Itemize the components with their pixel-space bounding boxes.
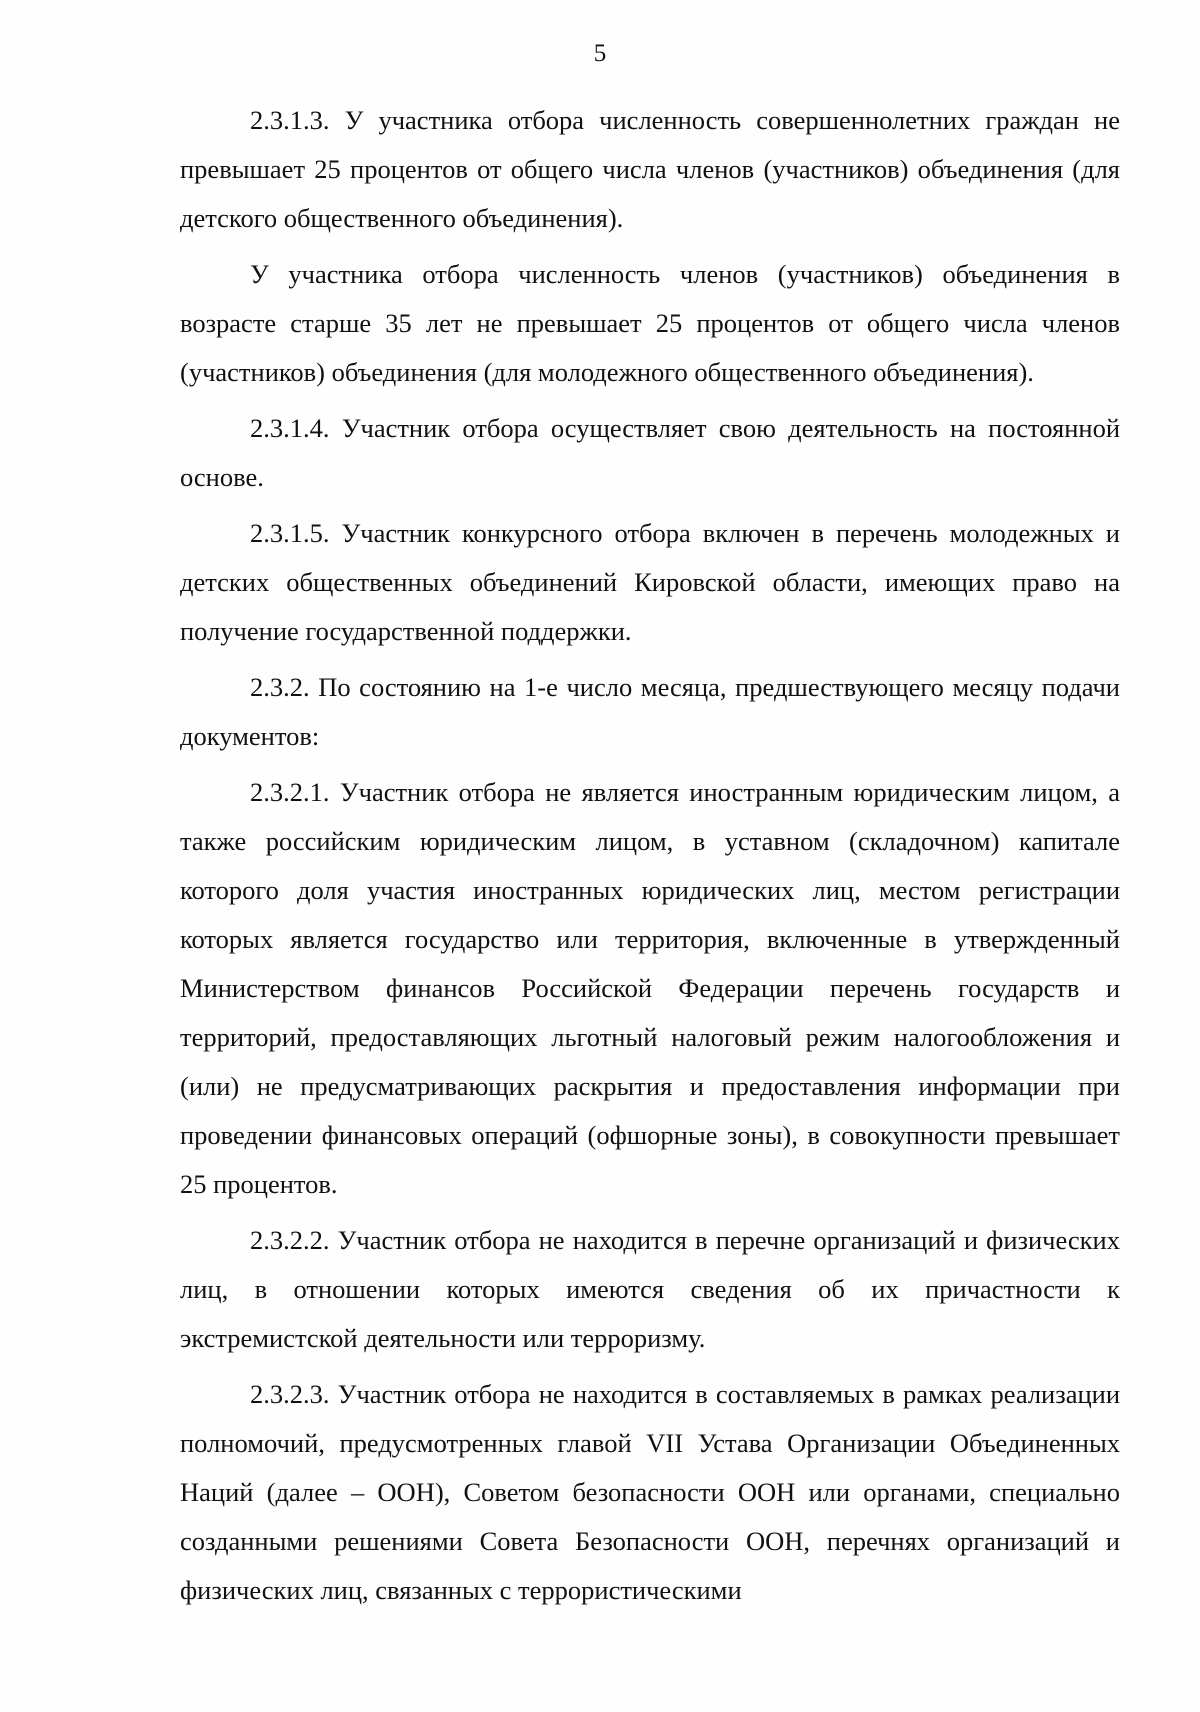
paragraph-youth-age-limit: У участника отбора численность членов (участников) объединения в возрасте старше 35 лет не превышает 25 процентов от общего числа членов (участников) объединения (для молодежного общественного объединения). <box>180 259 1120 387</box>
paragraph-2-3-1-5: 2.3.1.5. Участник конкурсного отбора включен в перечень молодежных и детских общественных объединений Кировской области, имеющих право на получение государственной поддержки. <box>180 518 1120 646</box>
paragraph-2-3-2-2: 2.3.2.2. Участник отбора не находится в перечне организаций и физических лиц, в отношении которых имеются сведения об их причастности к экстремистской деятельности или терроризму. <box>180 1225 1120 1353</box>
paragraph-2-3-2: 2.3.2. По состоянию на 1-е число месяца, предшествующего месяцу подачи документов: <box>180 672 1120 751</box>
paragraph-2-3-2-1: 2.3.2.1. Участник отбора не является иностранным юридическим лицом, а также российским юридическим лицом, в уставном (складочном) капитале которого доля участия иностранных юридических лиц, местом регистрации которых является государство или территория, включенные в утвержденный Министерством финансов Российской Федерации перечень государств и территорий, предоставляющих льготный налоговый режим налогообложения и (или) не предусматривающих раскрытия и предоставления информации при проведении финансовых операций (офшорные зоны), в совокупности превышает 25 процентов. <box>180 777 1120 1199</box>
paragraph-2-3-2-3: 2.3.2.3. Участник отбора не находится в составляемых в рамках реализации полномочий, предусмотренных главой VII Устава Организации Объединенных Наций (далее – ООН), Советом безопасности ООН или органами, специально созданными решениями Совета Безопасности ООН, перечнях организаций и физических лиц, связанных с террористическими <box>180 1379 1120 1605</box>
document-body <box>180 96 1120 1622</box>
paragraph-2-3-1-3: 2.3.1.3. У участника отбора численность совершеннолетних граждан не превышает 25 процентов от общего числа членов (участников) объединения (для детского общественного объединения). <box>180 105 1120 233</box>
page-number: 5 <box>593 40 607 67</box>
paragraph-2-3-1-4: 2.3.1.4. Участник отбора осуществляет свою деятельность на постоянной основе. <box>180 413 1120 492</box>
